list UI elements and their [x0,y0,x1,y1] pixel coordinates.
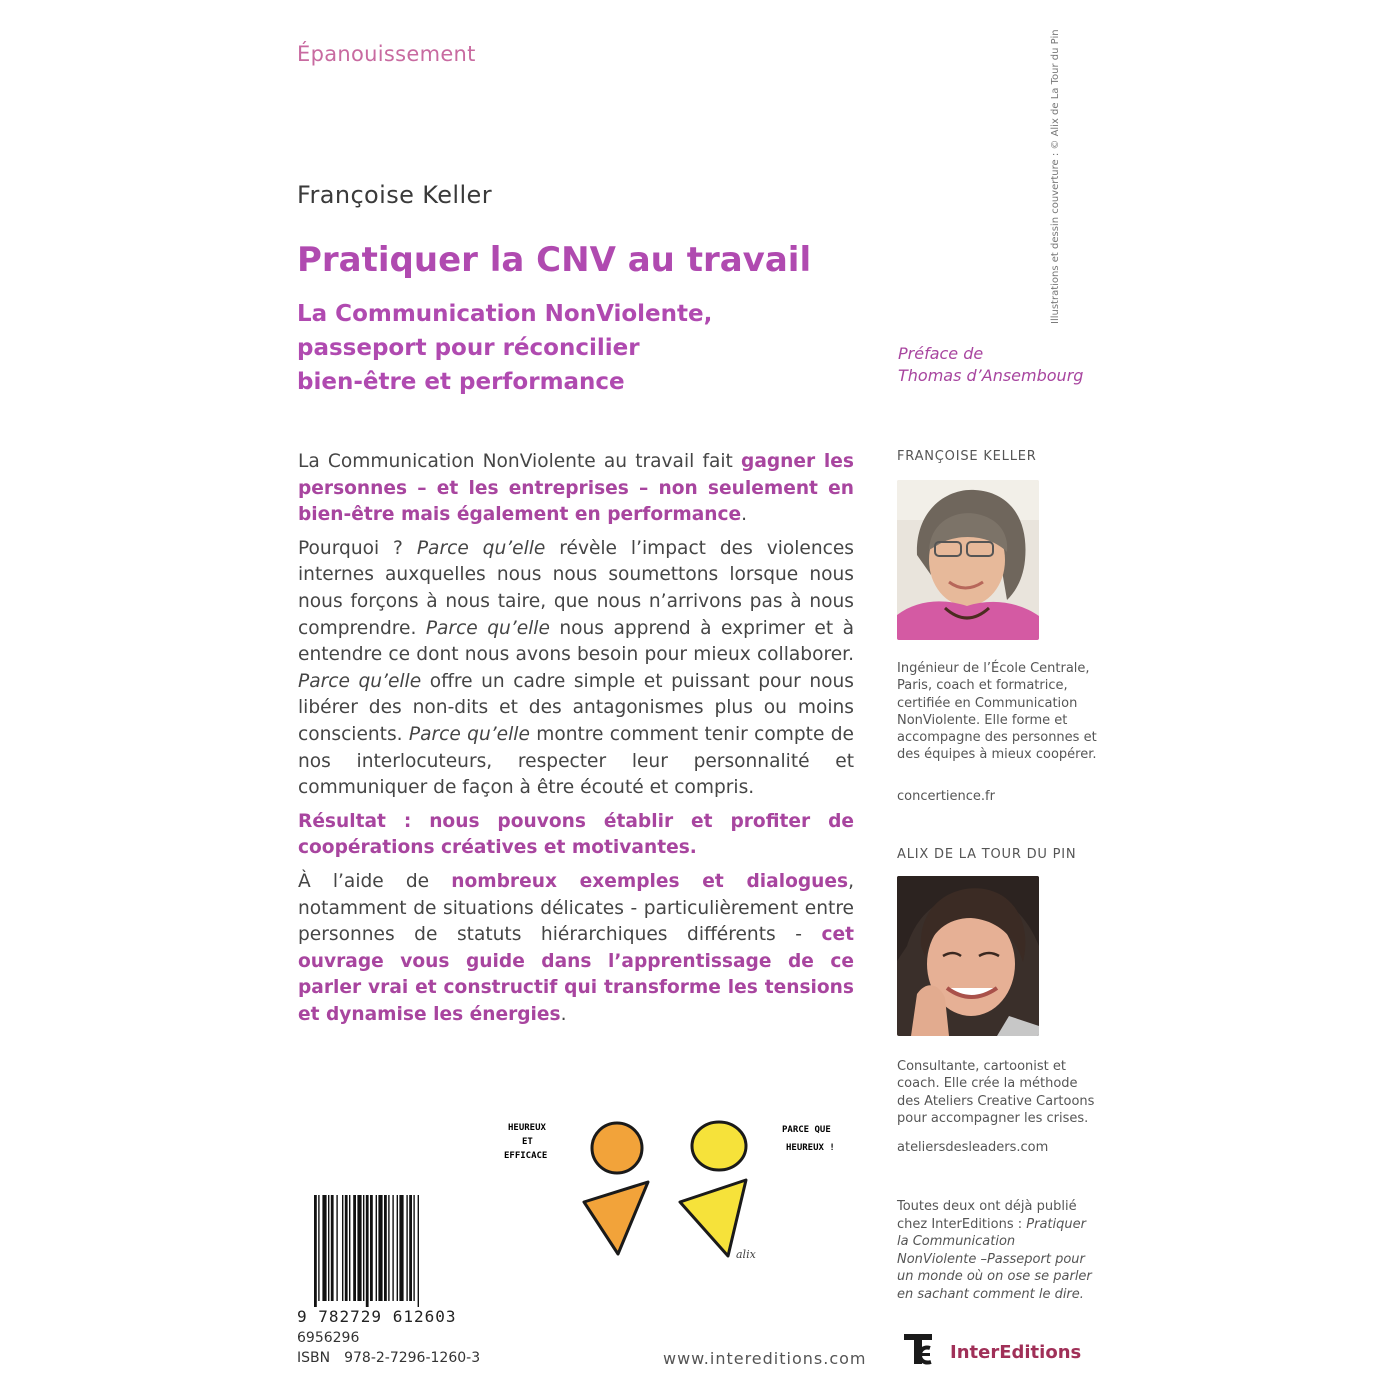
barcode-bar [353,1195,356,1301]
barcode-bar [318,1195,319,1301]
text-run: , notamment de situations délicates - particulièrement entre personnes de statuts hiérarchiques différents - [298,870,854,946]
barcode-bar [345,1195,348,1301]
isbn-number: 978-2-7296-1260-3 [344,1350,481,1366]
text-run: offre un cadre simple et puissant pour nous libérer des non-dits et des antagonismes plus ou moins conscients. [298,670,854,745]
cover-credit: Illustrations et dessin couverture : © Alix de La Tour du Pin [1050,29,1061,324]
isbn-label: ISBN [297,1350,331,1366]
highlight-text: nombreux exemples et dialogues [451,870,849,892]
result-paragraph: Résultat : nous pouvons établir et profiter de coopérations créatives et motivantes. [298,810,854,859]
paragraph [298,869,854,1029]
isbn [297,1350,494,1366]
barcode-bar [370,1195,373,1301]
author-bio: Ingénieur de l’École Centrale, Paris, coach et formatrice, certifiée en Communication NonViolente. Elle forme et accompagne des personnes et des équipes à mieux coopérer. [897,661,1097,763]
paragraph [298,536,854,802]
cartoon-caption-left: EFFICACE [504,1151,548,1161]
highlight-text: gagner les personnes – et les entreprises – non seulement en bien-être mais également en performance [298,451,854,526]
barcode-bar [378,1195,382,1301]
text-run: . [741,504,748,526]
barcode-bar [376,1195,377,1301]
barcode-bar [322,1195,326,1301]
illustrator-website[interactable]: ateliersdesleaders.com [897,1140,1049,1155]
subtitle-line: passeport pour réconcilier [297,335,640,361]
illustrator-bio: Consultante, cartoonist et coach. Elle crée la méthode des Ateliers Creative Cartoons pour accompagner les crises. [897,1059,1095,1126]
barcode-bar [363,1195,364,1301]
barcode-bar [406,1195,407,1301]
barcode [312,1195,464,1307]
cartoon-illustration [500,1110,870,1270]
author-website[interactable]: concertience.fr [897,789,995,804]
barcode-bar [328,1195,329,1301]
book-title: Pratiquer la CNV au travail [297,240,812,280]
publisher-name: InterEditions [950,1342,1082,1363]
text-run: Toutes deux ont déjà publié chez InterEditions : [897,1199,1077,1232]
italic-text: Parce qu’elle [408,723,530,745]
author-bio-name: FRANÇOISE KELLER [897,449,1037,464]
text-run: montre comment tenir compte de nos interlocuteurs, respecter leur personnalité et communiquer de façon à être écouté et compris. [298,723,854,799]
barcode-bar [342,1195,343,1301]
text-run: Pourquoi ? [298,537,417,559]
subtitle-line: La Communication NonViolente, [297,301,713,327]
barcode-bar [366,1195,369,1307]
collection-name: Épanouissement [297,42,476,66]
illustrator-bio-name: ALIX DE LA TOUR DU PIN [897,847,1077,862]
illustrator-photo [897,876,1039,1036]
text-run: . [560,1003,567,1025]
barcode-bar [399,1195,403,1301]
preface-author: Thomas d’Ansembourg [898,366,1084,385]
book-subtitle [297,297,712,399]
author-photo [897,480,1039,640]
cartoon-caption-right: HEUREUX ! [786,1143,835,1153]
barcode-bar [314,1195,317,1307]
back-cover-text [298,449,854,1035]
barcode-digits: 9 782729 612603 [297,1307,457,1326]
text-run: révèle l’impact des violences internes auxquelles nous nous soumettons lorsque nous nous forçons à nous taire, que nous n’arrivons pas à nous comprendre. [298,537,854,639]
italic-text: Parce qu’elle [425,617,550,639]
barcode-bar [388,1195,389,1301]
preface-credit [898,343,1083,387]
preface-label: Préface de [898,344,984,363]
cartoon-caption-right: PARCE QUE [782,1125,831,1135]
barcode-bar [418,1195,419,1307]
barcode-bar [409,1195,412,1301]
highlight-text: cet ouvrage vous guide dans l’apprentissage de ce parler vrai et constructif qui transforme les tensions et dynamise les énergies [298,924,854,1025]
italic-text: Parce qu’elle [298,670,422,692]
barcode-bar [384,1195,387,1301]
barcode-bar [331,1195,334,1301]
italic-text: Pratiquer la Communication NonViolente –Passeport pour un monde où on ose se parler en sachant comment le dire. [897,1216,1092,1302]
publisher-logo-icon [900,1328,936,1370]
subtitle-line: bien-être et performance [297,369,625,395]
barcode-bar [357,1195,361,1301]
product-code: 6956296 [297,1330,360,1346]
cartoon-caption-left: HEUREUX [508,1123,546,1133]
barcode-bar [336,1195,337,1301]
publisher-website[interactable]: www.intereditions.com [663,1349,867,1368]
barcode-bar [397,1195,398,1301]
barcode-bar [413,1195,414,1301]
cartoon-caption-left: ET [522,1137,533,1147]
text-run: La Communication NonViolente au travail fait [298,451,742,472]
cartoon-signature: alix [736,1248,756,1261]
italic-text: Parce qu’elle [416,537,546,559]
text-run: nous apprend à exprimer et à entendre ce dont nous avons besoin pour mieux collaborer. [298,617,854,666]
text-run: À l’aide de [298,870,452,892]
author-name: Françoise Keller [297,181,492,209]
paragraph [298,449,854,529]
barcode-bar [392,1195,393,1301]
publication-note [897,1198,1097,1303]
barcode-bar [349,1195,350,1301]
